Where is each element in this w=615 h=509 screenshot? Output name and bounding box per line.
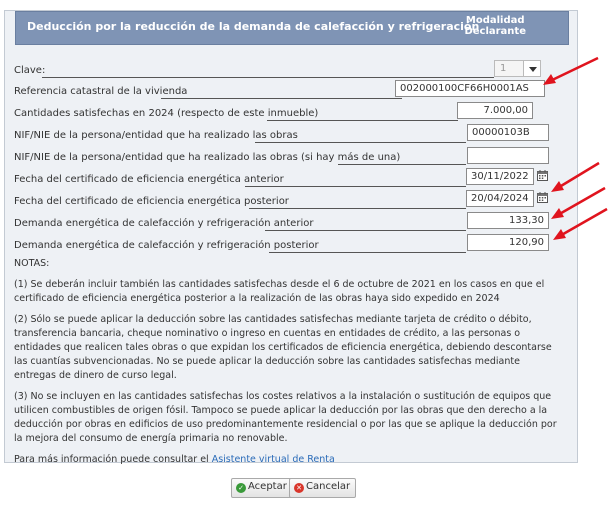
dialog-title: Deducción por la reducción de la demanda de calefacción y refrigeración: [27, 20, 480, 33]
declarante-label: Declarante: [464, 26, 526, 37]
check-icon: ✓: [236, 483, 246, 493]
nif2-label: NIF/NIE de la persona/entidad que ha realizado las obras (si hay más de una): [14, 152, 401, 163]
asistente-virtual-link[interactable]: Asistente virtual de Renta: [211, 454, 335, 465]
arrow-pointer-icon: [550, 206, 610, 242]
nif2-row: [14, 150, 466, 166]
clave-dropdown-button[interactable]: [523, 60, 541, 77]
leader-line: [245, 186, 466, 187]
more-info: [14, 453, 562, 467]
demanda-posterior-row: [14, 238, 466, 254]
cantidades-row: [14, 106, 458, 122]
cantidades-label: Cantidades satisfechas en 2024 (respecto de este inmueble): [14, 108, 319, 119]
fecha-posterior-row: [14, 194, 466, 210]
referencia-label: Referencia catastral de la vivienda: [14, 86, 188, 97]
fecha-anterior-input[interactable]: 30/11/2022: [466, 168, 534, 185]
fecha-anterior-row: [14, 172, 466, 188]
leader-line: [338, 164, 466, 165]
referencia-row: [14, 84, 402, 100]
fecha-posterior-label: Fecha del certificado de eficiencia energética posterior: [14, 196, 289, 207]
leader-line: [265, 230, 466, 231]
leader-line: [161, 98, 402, 99]
notes-section: [14, 257, 562, 474]
leader-line: [255, 142, 466, 143]
demanda-posterior-label: Demanda energética de calefacción y refrigeración posterior: [14, 240, 319, 251]
clave-row: [14, 63, 494, 79]
fecha-anterior-label: Fecha del certificado de eficiencia energética anterior: [14, 174, 284, 185]
demanda-anterior-input[interactable]: 133,30: [467, 212, 549, 229]
nif2-input[interactable]: [467, 147, 549, 164]
leader-line: [42, 77, 494, 78]
demanda-anterior-row: [14, 216, 466, 232]
leader-line: [269, 252, 466, 253]
close-icon: ✕: [294, 483, 304, 493]
accept-label: Aceptar: [248, 481, 287, 492]
clave-label: Clave:: [14, 65, 46, 76]
modalidad-header: [464, 15, 526, 37]
notes-heading: NOTAS:: [14, 258, 50, 269]
modalidad-label: Modalidad: [465, 15, 525, 26]
dialog-panel: [4, 10, 578, 463]
more-info-text: Para más información puede consultar el: [14, 454, 212, 465]
cancel-label: Cancelar: [306, 481, 351, 492]
dialog-header: [15, 11, 569, 45]
fecha-posterior-input[interactable]: 20/04/2024: [466, 190, 534, 207]
clave-select[interactable]: 1: [494, 60, 524, 77]
nif1-input[interactable]: 00000103B: [467, 124, 549, 141]
arrow-pointer-icon: [540, 55, 602, 87]
nif1-row: [14, 128, 466, 144]
nif1-label: NIF/NIE de la persona/entidad que ha realizado las obras: [14, 130, 298, 141]
note-2: (2) Sólo se puede aplicar la deducción sobre las cantidades satisfechas mediante tarjeta de crédito o débito, transferencia bancaria, cheque nominativo o ingreso en cuentas en entidades de crédito, a las personas o entidades que realicen tales obras o que expidan los certificados de eficiencia energética, debiendo descontarse las cuantías subvencionadas. No se puede aplicar la deducción sobre las cantidades satisfechas mediante entregas de dinero de curso legal.: [14, 314, 552, 381]
cantidades-input[interactable]: 7.000,00: [457, 102, 533, 119]
cancel-button[interactable]: [289, 478, 356, 498]
leader-line: [249, 208, 466, 209]
demanda-anterior-label: Demanda energética de calefacción y refrigeración anterior: [14, 218, 314, 229]
referencia-input[interactable]: 002000100CF66H0001AS: [395, 80, 545, 97]
demanda-posterior-input[interactable]: 120,90: [467, 234, 549, 251]
accept-button[interactable]: [231, 478, 293, 498]
note-1: (1) Se deberán incluir también las cantidades satisfechas desde el 6 de octubre de 2021 en los casos en que el certificado de eficiencia energética posterior a la realización de las obras haya sido expedido en 2024: [14, 279, 545, 304]
chevron-down-icon: [529, 67, 537, 72]
note-3: (3) No se incluyen en las cantidades satisfechas los costes relativos a la instalación o sustitución de equipos que utilicen combustibles de origen fósil. Tampoco se puede aplicar la deducción por las obras que den derecho a la deducción por obras en edificios de uso predominantemente residencial o por las que se aplique la deducción por la mejora del consumo de energía primaria no renovable.: [14, 391, 557, 444]
leader-line: [267, 120, 458, 121]
